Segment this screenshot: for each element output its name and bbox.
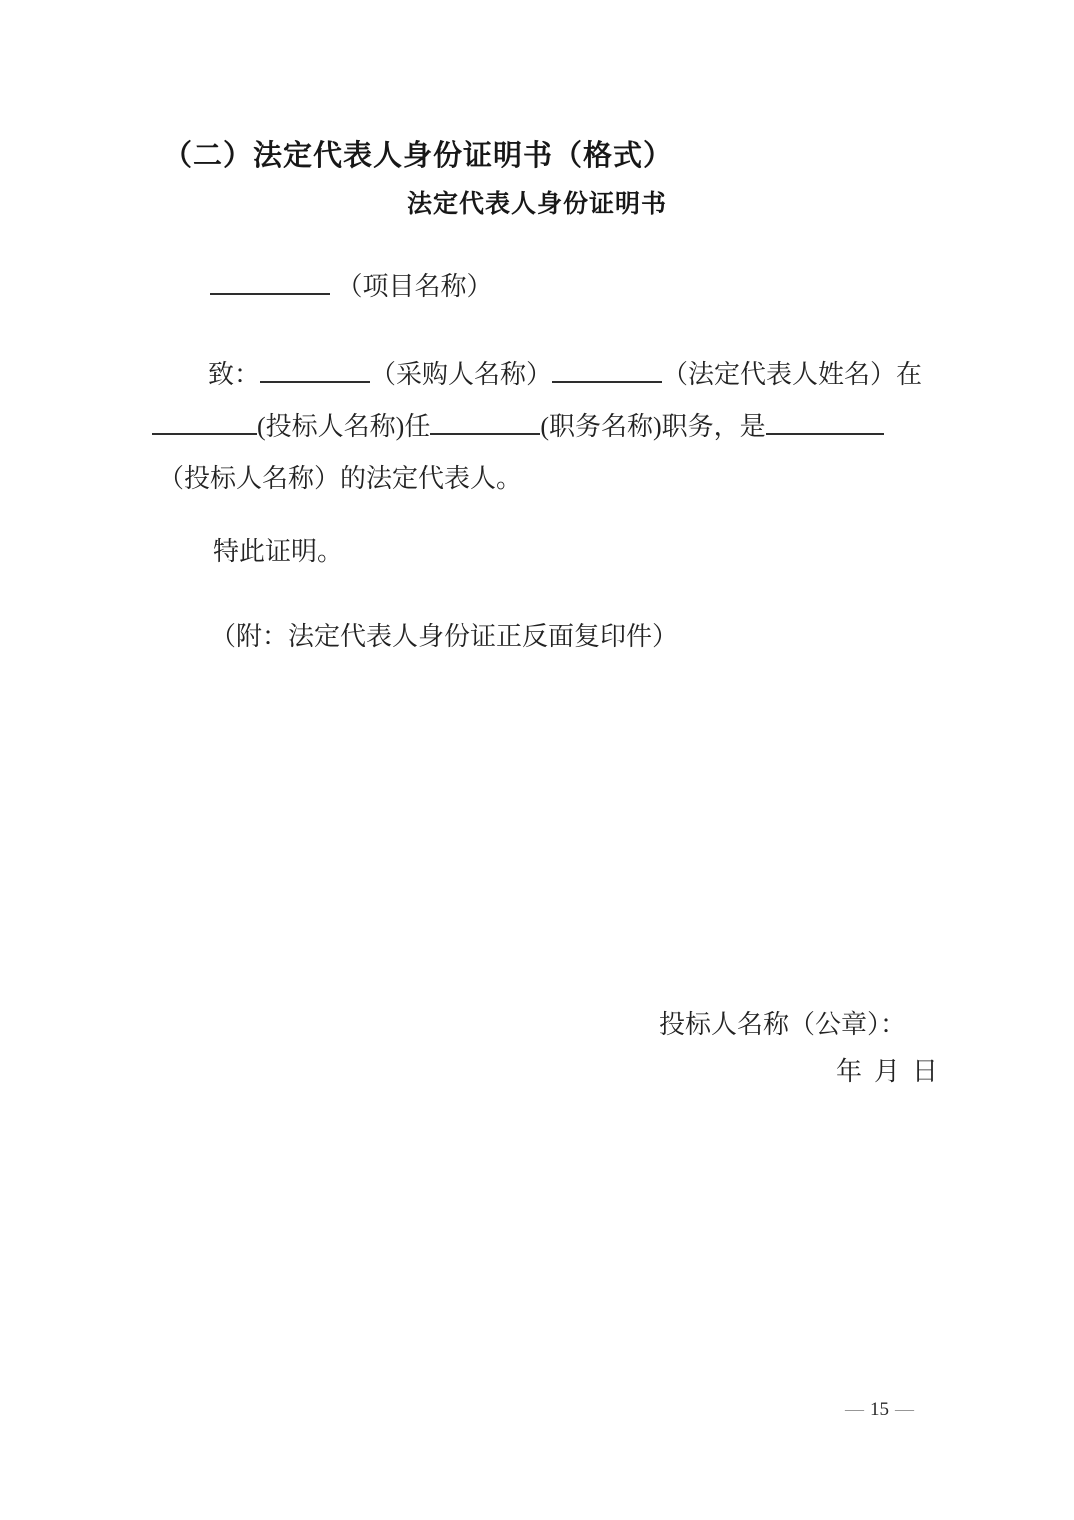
purchaser-name-blank-field — [260, 357, 370, 383]
bidder-name-blank-field — [152, 409, 257, 435]
section-heading: （二）法定代表人身份证明书（格式） — [163, 140, 674, 172]
paragraph-line-3: （投标人名称）的法定代表人。 — [158, 464, 523, 493]
position-name-label: (职务名称)职务，是 — [540, 412, 766, 441]
attachment-note: （附：法定代表人身份证正反面复印件） — [210, 622, 679, 651]
certify-statement: 特此证明。 — [213, 537, 344, 566]
bidder-seal-line: 投标人名称（公章）： — [659, 1010, 907, 1039]
legal-rep-name-label: （法定代表人姓名）在 — [662, 360, 923, 389]
signature-date-line: 年月日 — [836, 1057, 951, 1086]
position-name-blank-field — [430, 409, 540, 435]
page-number: 15 — [870, 1399, 889, 1420]
purchaser-name-label: （采购人名称） — [370, 360, 553, 389]
document-title: 法定代表人身份证明书 — [406, 191, 667, 218]
footer-dash-left: — — [845, 1399, 864, 1420]
project-name-line — [210, 266, 493, 303]
footer-dash-right: — — [895, 1399, 914, 1420]
page-footer — [845, 1399, 914, 1421]
bidder-name-blank-field-2 — [766, 409, 884, 435]
bidder-name-label: (投标人名称)任 — [257, 412, 431, 441]
paragraph-line-2 — [152, 406, 884, 443]
project-name-label: （项目名称） — [336, 272, 493, 301]
legal-rep-name-blank-field — [552, 357, 662, 383]
project-name-blank-field — [210, 269, 330, 295]
paragraph-line-1 — [208, 354, 922, 391]
addressee-prefix: 致： — [208, 360, 261, 389]
